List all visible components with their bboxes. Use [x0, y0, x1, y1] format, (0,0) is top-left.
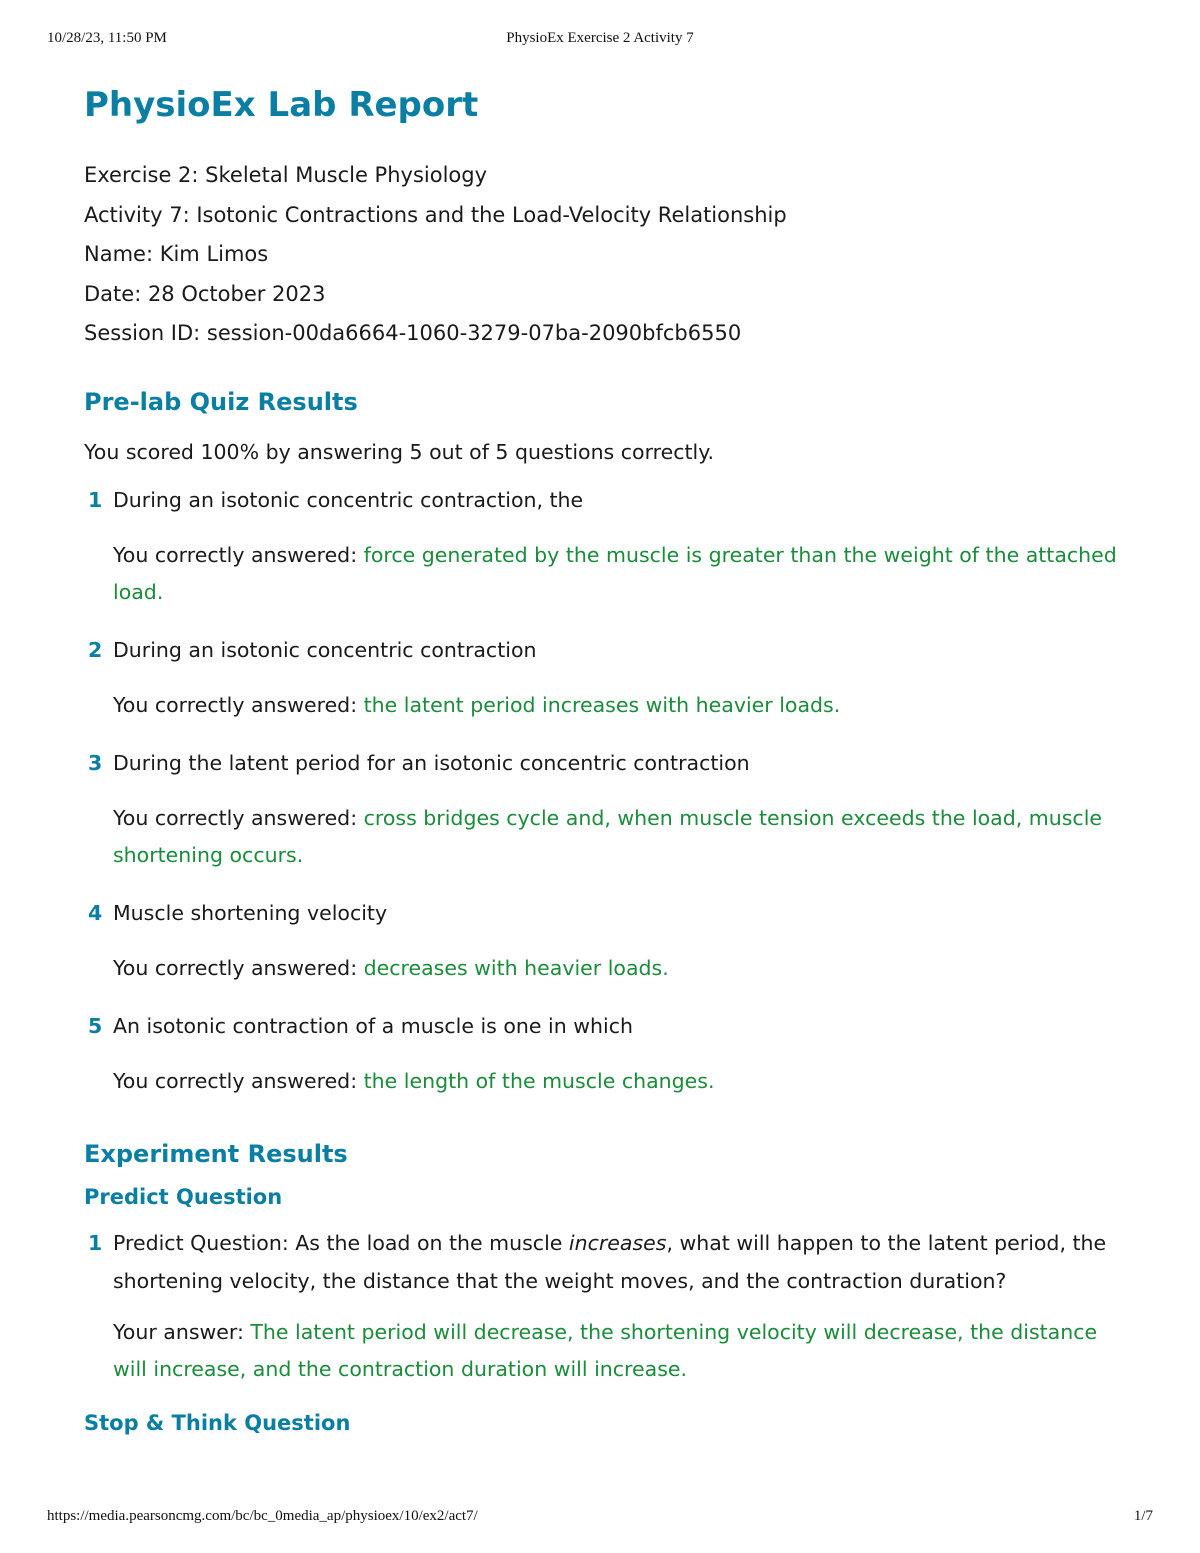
- answer-text: the latent period increases with heavier loads.: [363, 692, 841, 717]
- answer-text: cross bridges cycle and, when muscle tension exceeds the load, muscle shortening occurs.: [113, 805, 1103, 867]
- quiz-question: [84, 898, 1124, 987]
- question-number: 4: [88, 900, 103, 925]
- predict-question: [84, 1224, 1124, 1388]
- question-number: 2: [88, 637, 103, 662]
- predict-number: 1: [88, 1230, 103, 1255]
- question-text: During an isotonic concentric contraction: [113, 637, 537, 662]
- question-text: Muscle shortening velocity: [113, 900, 388, 925]
- question-text: An isotonic contraction of a muscle is one in which: [113, 1013, 633, 1038]
- quiz-question: [84, 635, 1124, 724]
- print-page-title: PhysioEx Exercise 2 Activity 7: [506, 30, 694, 46]
- quiz-question: [84, 748, 1124, 874]
- date-line: Date: 28 October 2023: [84, 281, 326, 306]
- stop-think-heading: Stop & Think Question: [84, 1410, 351, 1435]
- answer-text: the length of the muscle changes.: [363, 1068, 715, 1093]
- question-number: 5: [88, 1013, 103, 1038]
- predict-question-text: Predict Question: As the load on the muscle increases, what will happen to the latent period, the shortening velocity, the distance that the weight moves, and the contraction duration?: [113, 1230, 1107, 1293]
- quiz-score: You scored 100% by answering 5 out of 5 questions correctly.: [84, 439, 714, 464]
- emphasis-increases: increases: [568, 1230, 667, 1255]
- quiz-question: [84, 485, 1124, 611]
- quiz-question: [84, 1011, 1124, 1100]
- question-answer: [113, 950, 1124, 987]
- report-title: PhysioEx Lab Report: [84, 85, 479, 125]
- answer-prefix: You correctly answered:: [113, 692, 364, 717]
- predict-answer: [113, 1314, 1124, 1388]
- experiment-heading: Experiment Results: [84, 1139, 348, 1168]
- answer-prefix: Your answer:: [113, 1319, 251, 1344]
- exercise-line: Exercise 2: Skeletal Muscle Physiology: [84, 163, 488, 187]
- answer-prefix: You correctly answered:: [113, 955, 364, 980]
- prelab-heading: Pre-lab Quiz Results: [84, 387, 358, 416]
- quiz-question-list: [84, 485, 1124, 1100]
- name-line: Name: Kim Limos: [84, 242, 269, 266]
- predict-heading: Predict Question: [84, 1184, 283, 1209]
- answer-prefix: You correctly answered:: [113, 542, 364, 567]
- print-datetime: 10/28/23, 11:50 PM: [47, 30, 167, 46]
- question-answer: [113, 687, 1124, 724]
- question-number: 3: [88, 750, 103, 775]
- activity-line: Activity 7: Isotonic Contractions and the Load-Velocity Relationship: [84, 202, 787, 227]
- lab-report: [84, 82, 1124, 1438]
- answer-text: The latent period will decrease, the shortening velocity will decrease, the distance will increase, and the contraction duration will increase.: [113, 1319, 1098, 1381]
- question-answer: [113, 1063, 1124, 1100]
- print-page-number: 1/7: [1133, 1508, 1153, 1524]
- question-answer: [113, 537, 1124, 611]
- question-text: During an isotonic concentric contraction, the: [113, 487, 584, 512]
- session-line: Session ID: session-00da6664-1060-3279-07ba-2090bfcb6550: [84, 321, 742, 345]
- answer-text: force generated by the muscle is greater than the weight of the attached load.: [113, 542, 1117, 604]
- question-answer: [113, 800, 1124, 874]
- question-number: 1: [88, 487, 103, 512]
- report-meta: [84, 156, 1124, 354]
- answer-prefix: You correctly answered:: [113, 805, 364, 830]
- answer-prefix: You correctly answered:: [113, 1068, 364, 1093]
- question-text: During the latent period for an isotonic concentric contraction: [113, 750, 750, 775]
- answer-text: decreases with heavier loads.: [363, 955, 669, 980]
- print-url: https://media.pearsoncmg.com/bc/bc_0media_ap/physioex/10/ex2/act7/: [47, 1508, 478, 1524]
